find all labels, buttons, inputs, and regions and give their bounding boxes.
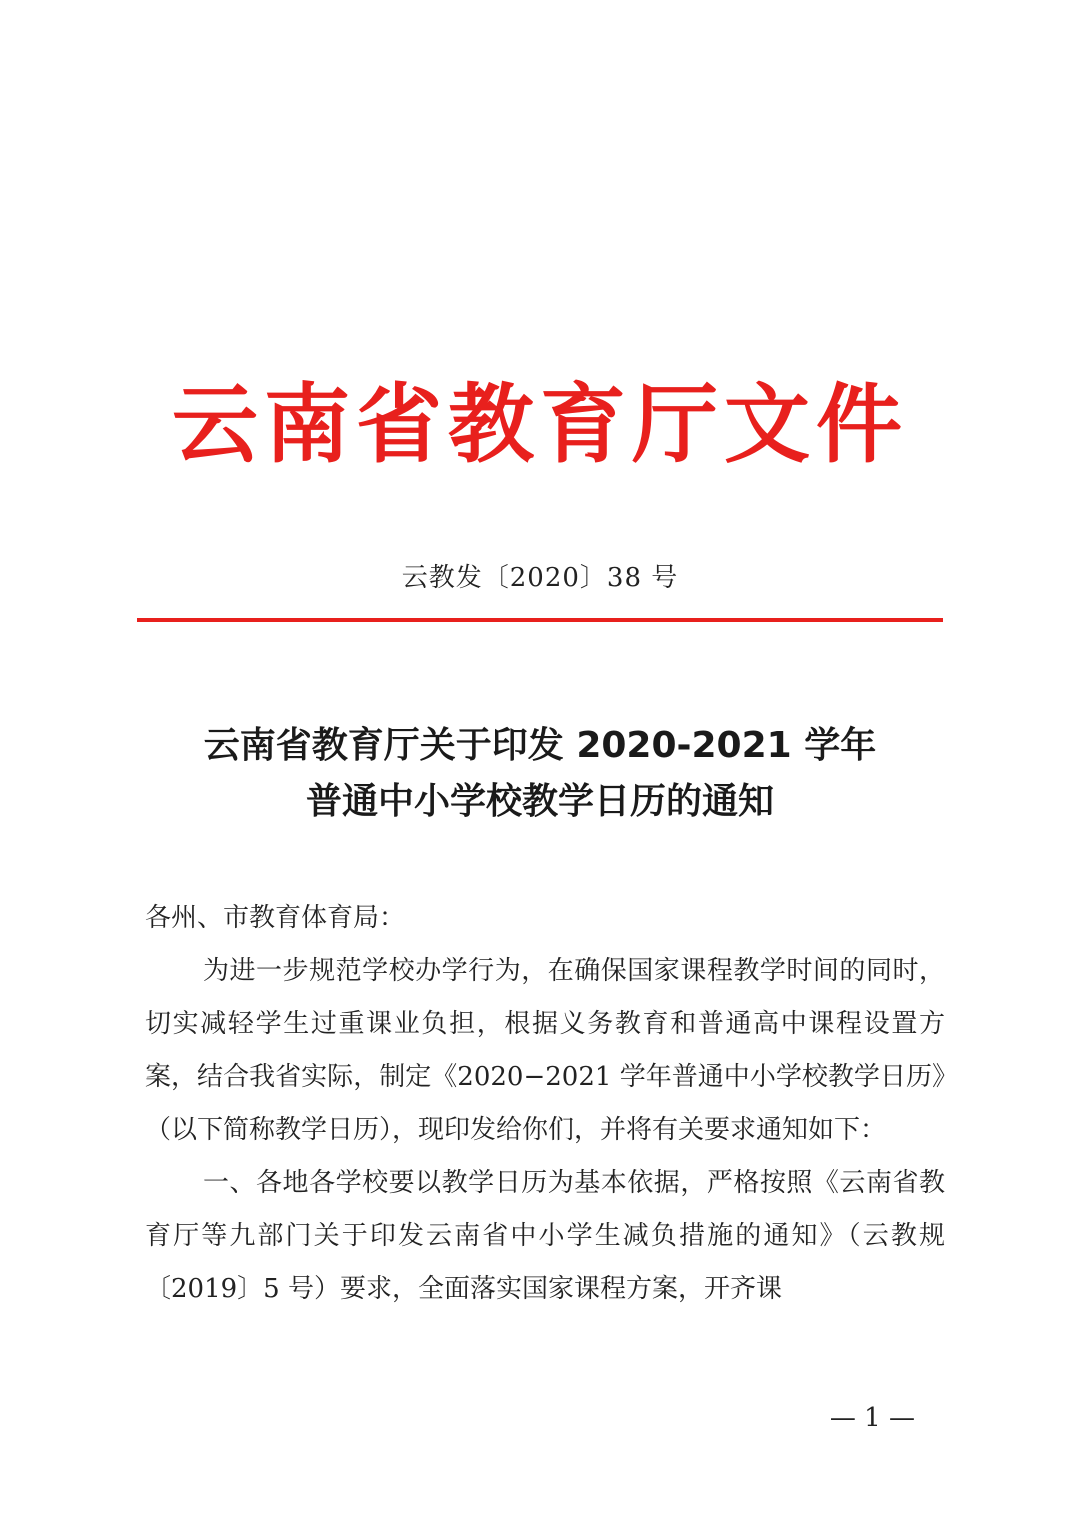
salutation: 各州、市教育体育局： [145, 903, 406, 933]
document-title-line-2: 普通中小学校教学日历的通知 [305, 781, 774, 822]
document-body [145, 892, 945, 1316]
page-number: — 1 — [829, 1403, 915, 1433]
document-title [0, 718, 1080, 830]
document-masthead: 云南省教育厅文件 [172, 375, 908, 475]
body-paragraph-2: 一、各地各学校要以教学日历为基本依据，严格按照《云南省教育厅等九部门关于印发云南省中小学生减负措施的通知》（云教规〔2019〕5 号）要求，全面落实国家课程方案，开齐课 [145, 1168, 945, 1304]
document-title-line-1: 云南省教育厅关于印发 2020-2021 学年 [203, 725, 877, 766]
body-paragraph-1: 为进一步规范学校办学行为，在确保国家课程教学时间的同时，切实减轻学生过重课业负担，根据义务教育和普通高中课程设置方案，结合我省实际，制定《2020−2021 学年普通中小学校教学日历》（以下简称教学日历），现印发给你们，并将有关要求通知如下： [145, 956, 945, 1145]
red-divider-line [137, 618, 943, 622]
document-number: 云教发〔2020〕38 号 [401, 563, 679, 593]
